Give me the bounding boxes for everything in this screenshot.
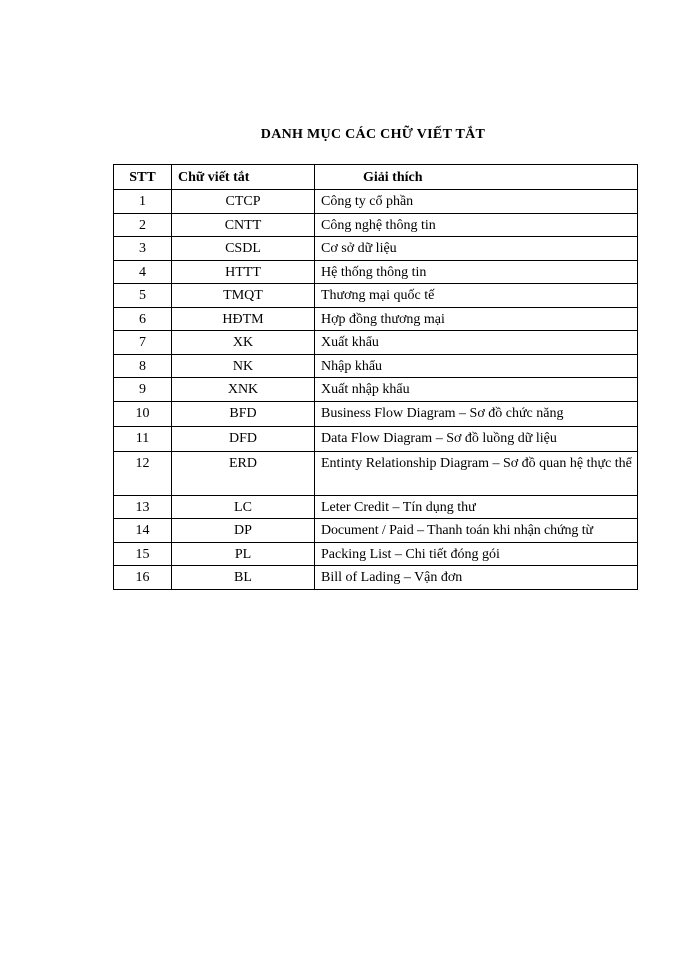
row-abbreviation: BL bbox=[172, 566, 315, 590]
table-row bbox=[114, 566, 638, 590]
row-stt: 13 bbox=[114, 495, 172, 519]
row-abbreviation: XK bbox=[172, 331, 315, 355]
row-abbreviation: HTTT bbox=[172, 260, 315, 284]
row-explanation: Hợp đồng thương mại bbox=[315, 307, 638, 331]
row-stt: 7 bbox=[114, 331, 172, 355]
row-explanation: Công nghệ thông tin bbox=[315, 213, 638, 237]
row-stt: 3 bbox=[114, 237, 172, 261]
row-explanation: Công ty cổ phần bbox=[315, 190, 638, 214]
row-stt: 2 bbox=[114, 213, 172, 237]
row-explanation: Bill of Lading – Vận đơn bbox=[315, 566, 638, 590]
header-abbreviation: Chữ viết tắt bbox=[172, 165, 315, 190]
table-row bbox=[114, 260, 638, 284]
table-row bbox=[114, 401, 638, 426]
row-stt: 8 bbox=[114, 354, 172, 378]
row-abbreviation: LC bbox=[172, 495, 315, 519]
header-stt: STT bbox=[114, 165, 172, 190]
row-explanation: Leter Credit – Tín dụng thư bbox=[315, 495, 638, 519]
table-header-row bbox=[114, 165, 638, 190]
row-abbreviation: CNTT bbox=[172, 213, 315, 237]
row-abbreviation: DFD bbox=[172, 426, 315, 451]
row-stt: 15 bbox=[114, 542, 172, 566]
row-stt: 5 bbox=[114, 284, 172, 308]
table-row bbox=[114, 237, 638, 261]
table-row bbox=[114, 495, 638, 519]
row-abbreviation: CTCP bbox=[172, 190, 315, 214]
row-abbreviation: PL bbox=[172, 542, 315, 566]
table-row bbox=[114, 331, 638, 355]
row-explanation: Xuất nhập khẩu bbox=[315, 378, 638, 402]
row-stt: 1 bbox=[114, 190, 172, 214]
row-stt: 4 bbox=[114, 260, 172, 284]
row-abbreviation: DP bbox=[172, 519, 315, 543]
row-explanation: Nhập khẩu bbox=[315, 354, 638, 378]
row-stt: 12 bbox=[114, 451, 172, 495]
table-row bbox=[114, 426, 638, 451]
row-stt: 6 bbox=[114, 307, 172, 331]
table-row bbox=[114, 519, 638, 543]
row-abbreviation: NK bbox=[172, 354, 315, 378]
table-row bbox=[114, 354, 638, 378]
row-abbreviation: HĐTM bbox=[172, 307, 315, 331]
row-abbreviation: TMQT bbox=[172, 284, 315, 308]
table-row bbox=[114, 378, 638, 402]
row-explanation: Document / Paid – Thanh toán khi nhận chứng từ bbox=[315, 519, 638, 543]
header-explanation: Giải thích bbox=[315, 165, 638, 190]
row-abbreviation: ERD bbox=[172, 451, 315, 495]
row-abbreviation: BFD bbox=[172, 401, 315, 426]
table-row bbox=[114, 284, 638, 308]
row-explanation: Cơ sở dữ liệu bbox=[315, 237, 638, 261]
row-explanation: Xuất khẩu bbox=[315, 331, 638, 355]
row-explanation: Business Flow Diagram – Sơ đồ chức năng bbox=[315, 401, 638, 426]
row-stt: 10 bbox=[114, 401, 172, 426]
row-explanation: Data Flow Diagram – Sơ đồ luồng dữ liệu bbox=[315, 426, 638, 451]
row-explanation: Packing List – Chi tiết đóng gói bbox=[315, 542, 638, 566]
row-explanation: Entinty Relationship Diagram – Sơ đồ quan hệ thực thể bbox=[315, 451, 638, 495]
row-stt: 11 bbox=[114, 426, 172, 451]
row-explanation: Hệ thống thông tin bbox=[315, 260, 638, 284]
table-row bbox=[114, 451, 638, 495]
row-explanation: Thương mại quốc tế bbox=[315, 284, 638, 308]
row-stt: 14 bbox=[114, 519, 172, 543]
row-stt: 9 bbox=[114, 378, 172, 402]
table-row bbox=[114, 190, 638, 214]
row-abbreviation: XNK bbox=[172, 378, 315, 402]
page-title: DANH MỤC CÁC CHỮ VIẾT TẮT bbox=[260, 127, 486, 142]
table-row bbox=[114, 542, 638, 566]
table-row bbox=[114, 307, 638, 331]
row-abbreviation: CSDL bbox=[172, 237, 315, 261]
abbreviation-table bbox=[113, 164, 638, 590]
row-stt: 16 bbox=[114, 566, 172, 590]
table-row bbox=[114, 213, 638, 237]
